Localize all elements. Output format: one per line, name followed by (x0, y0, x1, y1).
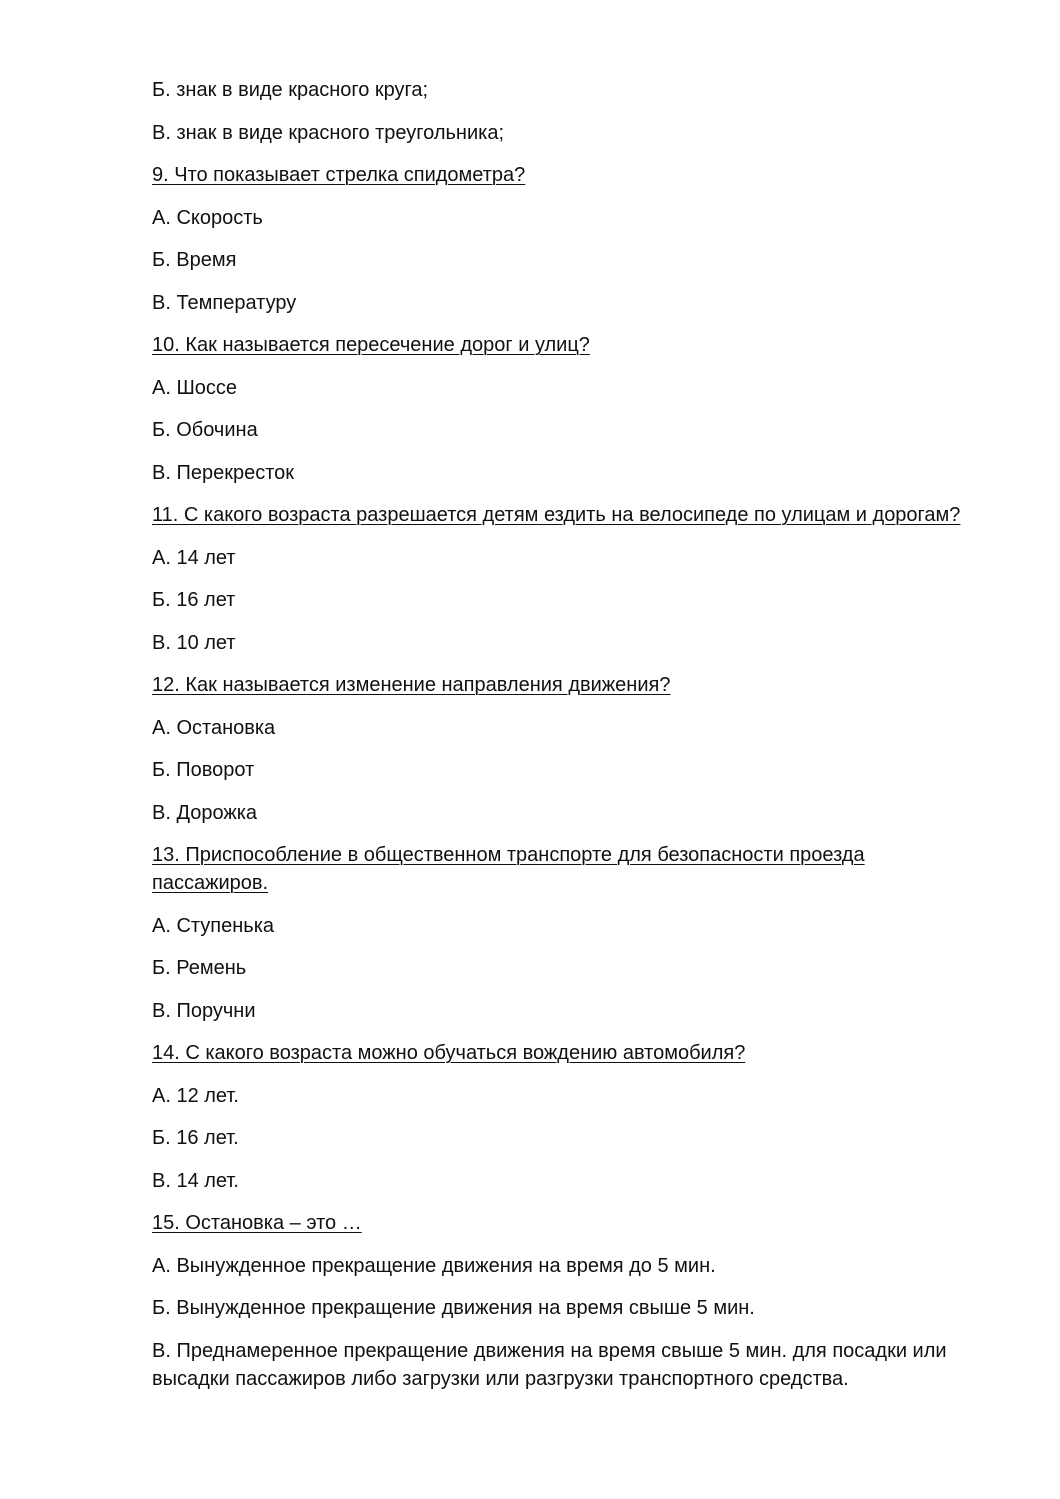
question-15: 15. Остановка – это … (152, 1212, 362, 1234)
option-line: Б. Время (152, 249, 237, 271)
option-line: А. Ступенька (152, 914, 275, 937)
option-line: В. Поручни (152, 999, 256, 1022)
option-line: Б. Обочина (152, 419, 258, 441)
option-line: Б. Ремень (152, 957, 247, 979)
option-line: В. Преднамеренное прекращение движения на время свыше 5 мин. для посадки или высадки пассажиров либо загрузки или разгрузки транспортного средства. (152, 1339, 947, 1390)
option-line: В. знак в виде красного треугольника; (152, 121, 505, 144)
option-line: В. Перекресток (152, 461, 295, 484)
option-line: Б. 16 лет. (152, 1127, 239, 1149)
question-9: 9. Что показывает стрелка спидометра? (152, 164, 526, 186)
option-line: А. Скорость (152, 206, 263, 229)
option-line: В. 10 лет (152, 631, 236, 654)
option-line: В. Дорожка (152, 801, 258, 824)
option-line: Б. знак в виде красного круга; (152, 79, 429, 101)
question-12: 12. Как называется изменение направления движения? (152, 674, 671, 696)
option-line: Б. 16 лет (152, 589, 236, 611)
option-line: А. 12 лет. (152, 1084, 239, 1107)
question-13: 13. Приспособление в общественном транспорте для безопасности проезда пассажиров. (152, 844, 865, 894)
question-10: 10. Как называется пересечение дорог и улиц? (152, 334, 590, 356)
question-11: 11. С какого возраста разрешается детям ездить на велосипеде по улицам и дорогам? (152, 504, 961, 526)
option-line: Б. Поворот (152, 759, 255, 781)
option-line: А. 14 лет (152, 546, 236, 569)
option-line: В. 14 лет. (152, 1169, 239, 1192)
option-line: Б. Вынужденное прекращение движения на время свыше 5 мин. (152, 1297, 755, 1319)
option-line: А. Остановка (152, 716, 276, 739)
option-line: А. Вынужденное прекращение движения на время до 5 мин. (152, 1254, 716, 1277)
document-page (152, 76, 972, 1407)
question-14: 14. С какого возраста можно обучаться вождению автомобиля? (152, 1042, 746, 1064)
option-line: А. Шоссе (152, 376, 238, 399)
option-line: В. Температуру (152, 291, 297, 314)
